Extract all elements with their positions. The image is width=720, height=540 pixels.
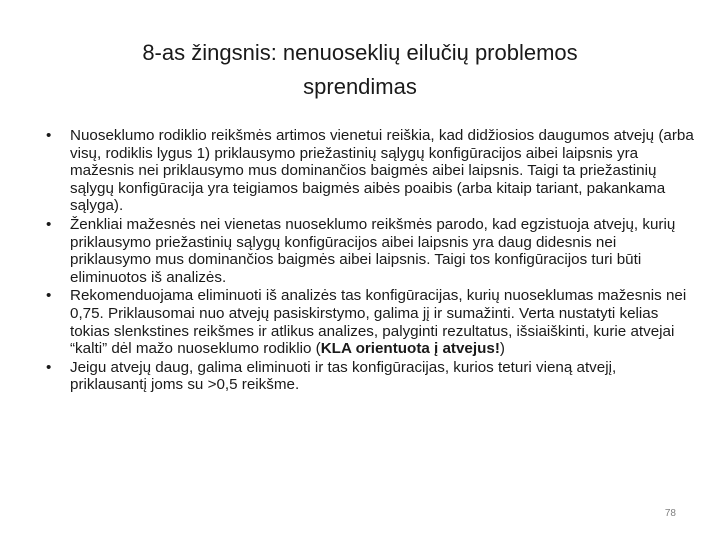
bullet-text: Nuoseklumo rodiklio reikšmės artimos vienetui reiškia, kad didžiosios daugumos atvejų (arba visų, rodiklis lygus 1) priklausymo priežastinių sąlygų konfigūracijos aibei laipsnis yra mažesnis nei priklausymo mus dominančios baigmės aibei laipsnis. Taigi ta priežastinių sąlygų konfigūracija yra teigiamos baigmės aibės poaibis (arba kitaip tariant, pakankama sąlyga). xyxy=(70,127,694,215)
bullet-item-consistency-below-one xyxy=(46,216,696,286)
slide-title xyxy=(60,36,660,104)
page-number: 78 xyxy=(664,508,676,519)
bullet-text: Jeigu atvejų daug, galima eliminuoti ir tas konfigūracijas, kurios teturi vieną atvejį, priklausantį joms su >0,5 reikšme. xyxy=(70,358,617,394)
bullet-text-emphasis: KLA orientuota į atvejus! xyxy=(320,340,500,358)
bullet-icon: • xyxy=(46,287,52,305)
bullet-icon: • xyxy=(46,358,52,376)
bullet-icon: • xyxy=(46,215,52,233)
bullet-item-single-case-configurations xyxy=(46,359,696,394)
bullet-text: Ženkliai mažesnės nei vienetas nuoseklumo reikšmės parodo, kad egzistuoja atvejų, kurių priklausymo priežastinių sąlygų konfigūracijos aibei laipsnis yra daug didesnis nei priklausymo mus dominančios baigmės aibei laipsnis. Taigi tos konfigūracijos turi būti eliminuotos iš analizės. xyxy=(70,215,676,286)
slide-title-line-2: sprendimas xyxy=(303,74,417,99)
bullet-item-threshold-recommendation xyxy=(46,287,696,357)
bullet-list xyxy=(46,127,696,395)
slide-title-line-1: 8-as žingsnis: nenuoseklių eilučių problemos xyxy=(142,40,578,65)
bullet-text xyxy=(70,287,696,357)
bullet-text-after: ) xyxy=(499,340,505,358)
bullet-text-before: Rekomenduojama eliminuoti iš analizės tas konfigūracijas, kurių nuoseklumas mažesnis nei 0,75. Priklausomai nuo atvejų pasiskirstymo, galima jį ir sumažinti. Verta nustatyti kelias tokias slenkstines reikšmes ir atlikus analizes, palyginti rezultatus, išsiaiškinti, kurie atvejai “kalti” dėl mažo nuoseklumo rodiklio ( xyxy=(70,287,687,358)
bullet-icon: • xyxy=(46,127,52,144)
bullet-item-consistency-near-one xyxy=(46,127,696,215)
